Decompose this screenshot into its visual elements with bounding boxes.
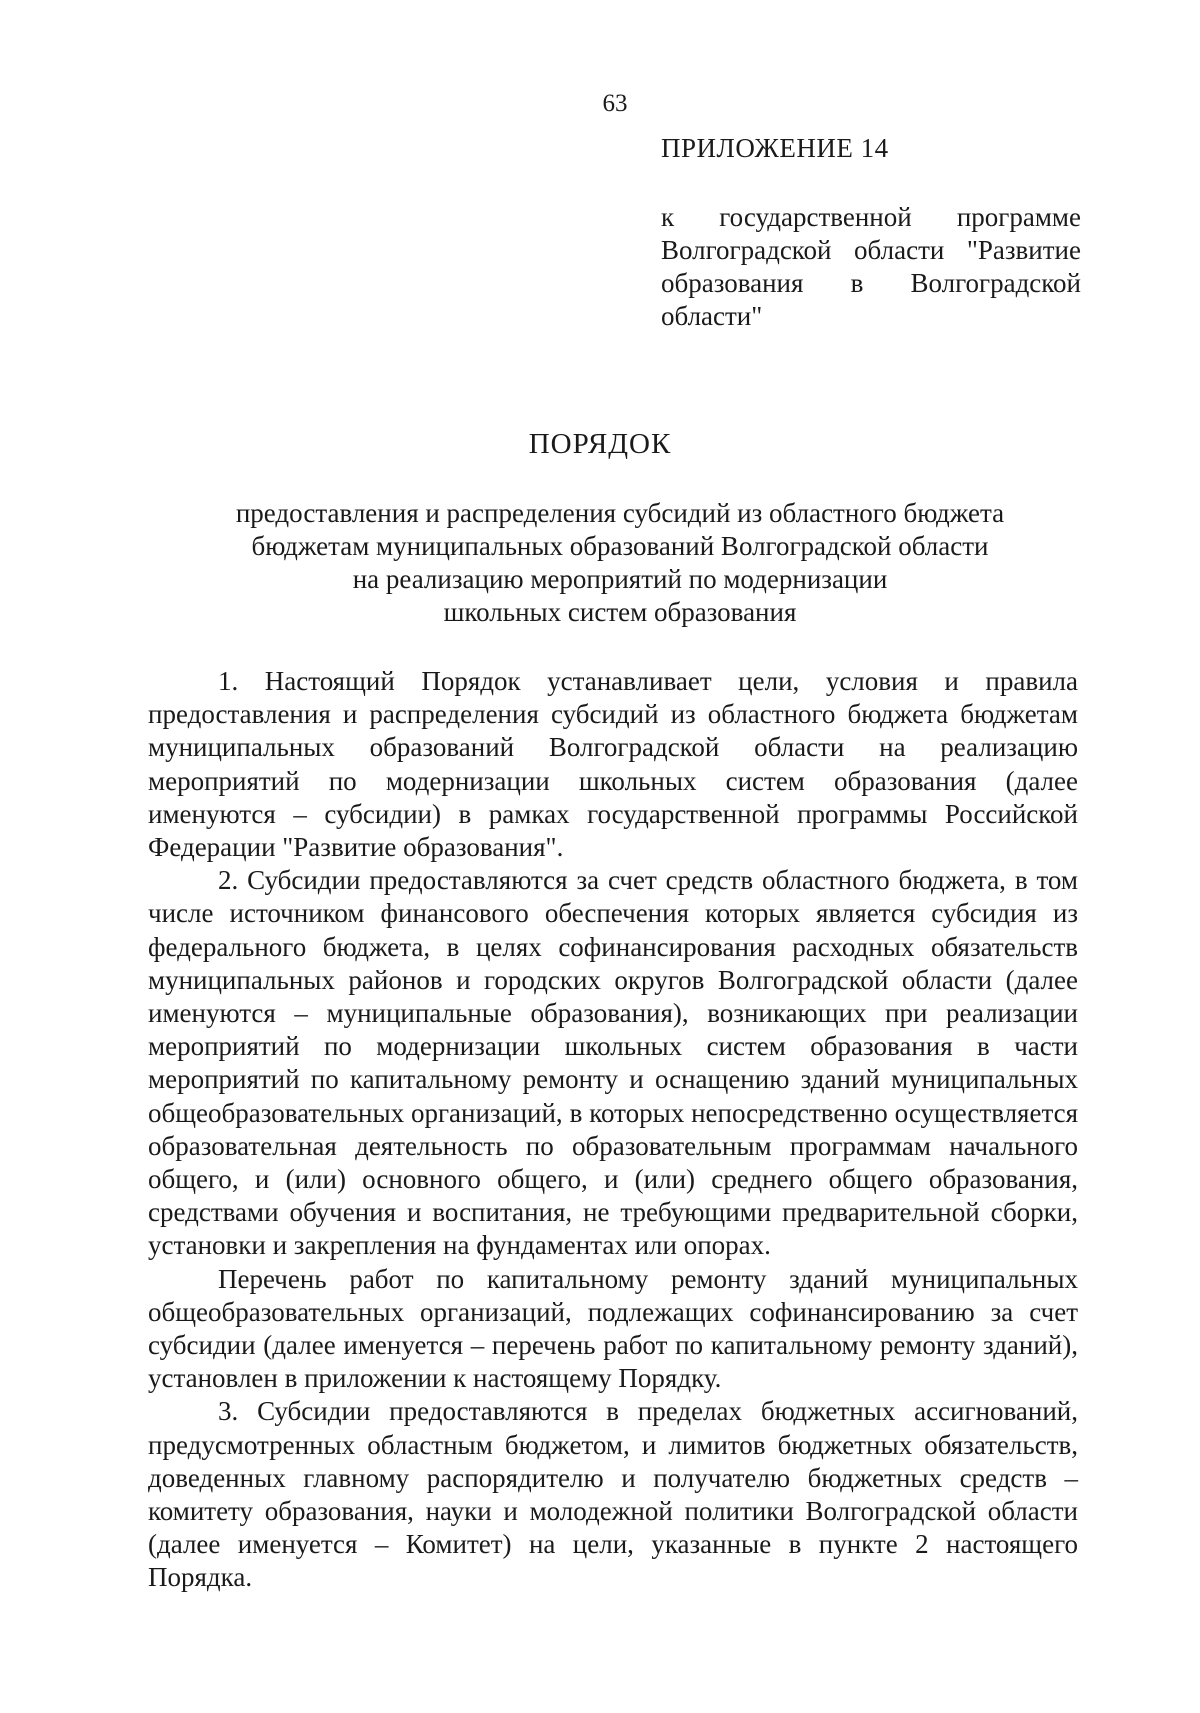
paragraph-2: 2. Субсидии предоставляются за счет средств областного бюджета, в том числе источником финансового обеспечения которых является субсидия из федерального бюджета, в целях софинансирования расходных обязательств муниципальных районов и городских округов Волгоградской области (далее именуются – муниципальные образования), возникающих при реализации мероприятий по модернизации школьных систем образования в части мероприятий по капитальному ремонту и оснащению зданий муниципальных общеобразовательных организаций, в которых непосредственно осуществляется образовательная деятельность по образовательным программам начального общего, и (или) основного общего, и (или) среднего общего образования, средствами обучения и воспитания, не требующими предварительной сборки, установки и закрепления на фундаментах или опорах. bbox=[148, 865, 1078, 1261]
document-body bbox=[148, 665, 1078, 1595]
subtitle-line: предоставления и распределения субсидий из областного бюджета bbox=[235, 498, 1005, 528]
subtitle-line: на реализацию мероприятий по модернизации bbox=[352, 564, 888, 594]
document-title: ПОРЯДОК bbox=[528, 428, 672, 460]
subtitle-line: школьных систем образования bbox=[443, 597, 797, 627]
subtitle-line: бюджетам муниципальных образований Волгоградской области bbox=[251, 531, 989, 561]
page-number: 63 bbox=[602, 90, 628, 117]
document-subtitle bbox=[180, 497, 1060, 629]
paragraph-2-list-note: Перечень работ по капитальному ремонту зданий муниципальных общеобразовательных организаций, подлежащих софинансированию за счет субсидии (далее именуется – перечень работ по капитальному ремонту зданий), установлен в приложении к настоящему Порядку. bbox=[148, 1263, 1078, 1394]
appendix-reference: к государственной программе Волгоградской области "Развитие образования в Волгоградской области" bbox=[661, 202, 1081, 331]
paragraph-3: 3. Субсидии предоставляются в пределах бюджетных ассигнований, предусмотренных областным бюджетом, и лимитов бюджетных обязательств, доведенных главному распорядителю и получателю бюджетных средств – комитету образования, науки и молодежной политики Волгоградской области (далее именуется – Комитет) на цели, указанные в пункте 2 настоящего Порядка. bbox=[148, 1396, 1078, 1593]
appendix-title: ПРИЛОЖЕНИЕ 14 bbox=[661, 133, 889, 163]
paragraph-1: 1. Настоящий Порядок устанавливает цели, условия и правила предоставления и распределения субсидий из областного бюджета бюджетам муниципальных образований Волгоградской области на реализацию мероприятий по модернизации школьных систем образования (далее именуются – субсидии) в рамках государственной программы Российской Федерации "Развитие образования". bbox=[148, 666, 1078, 863]
